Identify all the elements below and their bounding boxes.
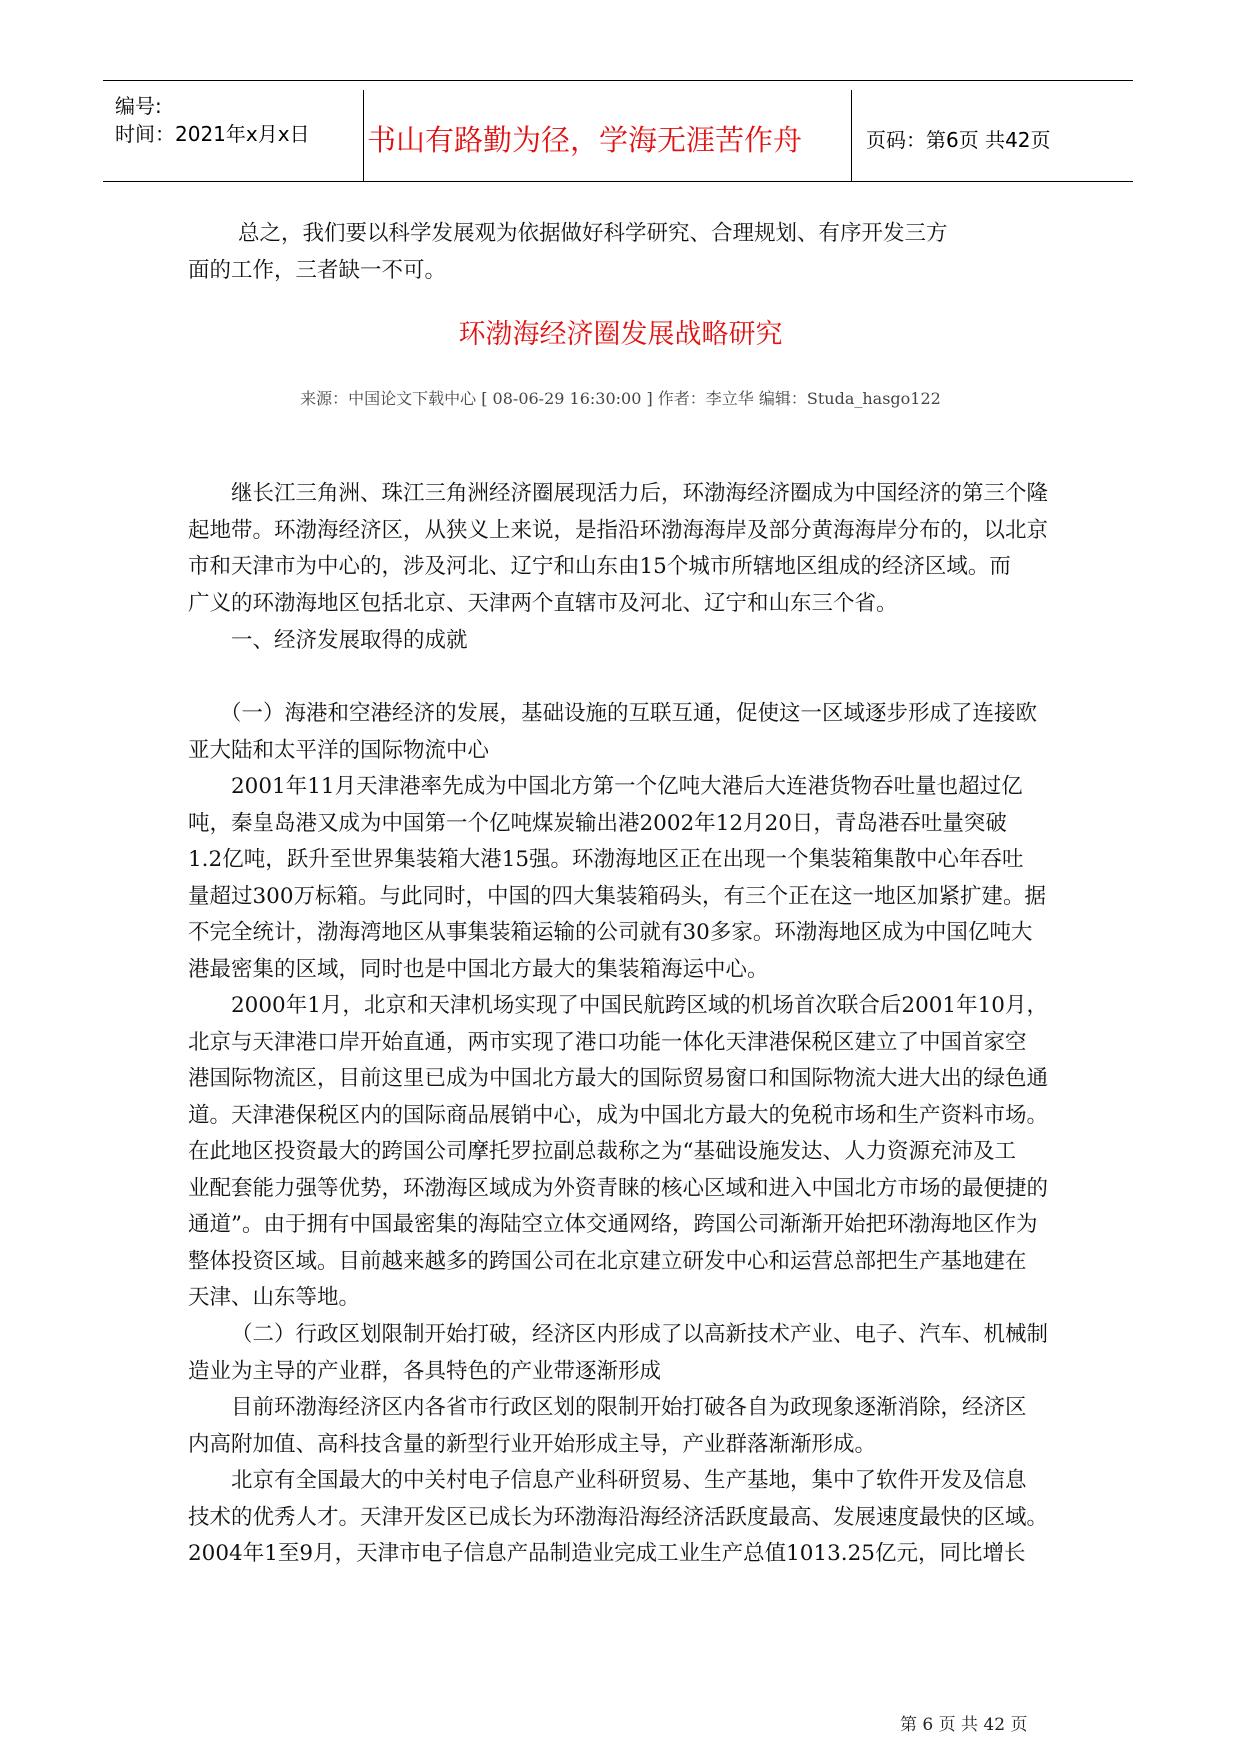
text-line: 技术的优秀人才。天津开发区已成长为环渤海沿海经济活跃度最高、发展速度最快的区域。 [188, 1504, 1049, 1530]
header-motto: 书山有路勤为径，学海无涯苦作舟 [367, 123, 803, 157]
text-line: 广义的环渤海地区包括北京、天津两个直辖市及河北、辽宁和山东三个省。 [188, 590, 898, 616]
text-line: 目前环渤海经济区内各省市行政区划的限制开始打破各自为政现象逐渐消除，经济区 [231, 1395, 1027, 1420]
text-line: 港国际物流区，目前这里已成为中国北方最大的国际贸易窗口和国际物流大进大出的绿色通 [188, 1066, 1049, 1091]
text-line: 天津、山东等地。 [188, 1285, 361, 1310]
text-line: 亚大陆和太平洋的国际物流中心 [188, 737, 490, 763]
text-line: （二）行政区划限制开始打破，经济区内形成了以高新技术产业、电子、汽车、机械制 [231, 1322, 1049, 1347]
subsection-heading [188, 1317, 1083, 1390]
text-line: 吨，秦皇岛港又成为中国第一个亿吨煤炭输出港2002年12月20日，青岛港吞吐量突破 [188, 810, 1007, 836]
text-line: 内高附加值、高科技含量的新型行业开始形成主导，产业群落渐渐形成。 [188, 1431, 877, 1457]
document-number-label: 编号: [115, 94, 162, 118]
text-line: 道。天津港保税区内的国际商品展销中心，成为中国北方最大的免税市场和生产资料市场。 [188, 1102, 1049, 1128]
text-line: 总之，我们要以科学发展观为依据做好科学研究、合理规划、有序开发三方 [238, 221, 948, 246]
text-line: 在此地区投资最大的跨国公司摩托罗拉副总裁称之为“基础设施发达、人力资源充沛及工 [188, 1139, 1016, 1164]
header-top-rule [103, 80, 1133, 81]
header-bottom-rule [103, 181, 1133, 182]
text-line: 2001年11月天津港率先成为中国北方第一个亿吨大港后大连港货物吞吐量也超过亿 [231, 774, 1023, 799]
header-page-label: 页码：第6页 共42页 [866, 128, 1051, 152]
text-line: 量超过300万标箱。与此同时，中国的四大集装箱码头，有三个正在这一地区加紧扩建。据 [188, 883, 1047, 909]
article-title: 环渤海经济圈发展战略研究 [458, 319, 783, 350]
text-line: 港最密集的区域，同时也是中国北方最大的集装箱海运中心。 [188, 956, 769, 982]
body-paragraph [188, 476, 1083, 622]
body-paragraph [188, 988, 1083, 1317]
article-source-line: 来源：中国论文下载中心 [ 08-06-29 16:30:00 ] 作者：李立华 编辑：Studa_hasgo122 [300, 389, 941, 408]
text-line: 一、经济发展取得的成就 [231, 628, 468, 653]
text-line: 不完全统计，渤海湾地区从事集装箱运输的公司就有30多家。环渤海地区成为中国亿吨大 [188, 920, 1033, 945]
text-line: 北京有全国最大的中关村电子信息产业科研贸易、生产基地，集中了软件开发及信息 [231, 1468, 1027, 1493]
text-line: 面的工作，三者缺一不可。 [188, 257, 447, 283]
text-line: （一）海港和空港经济的发展，基础设施的互联互通，促使这一区域逐步形成了连接欧 [220, 701, 1038, 726]
body-paragraph [188, 769, 1083, 988]
document-time-label: 时间：2021年x月x日 [115, 122, 310, 146]
text-line: 继长江三角洲、珠江三角洲经济圈展现活力后，环渤海经济圈成为中国经济的第三个隆 [231, 481, 1049, 506]
text-line: 1.2亿吨，跃升至世界集装箱大港15强。环渤海地区正在出现一个集装箱集散中心年吞吐 [188, 847, 1024, 872]
body-paragraph [188, 1463, 1083, 1573]
text-line: 起地带。环渤海经济区，从狭义上来说，是指沿环渤海海岸及部分黄海海岸分布的，以北京 [188, 517, 1049, 543]
text-line: 市和天津市为中心的，涉及河北、辽宁和山东由15个城市所辖地区组成的经济区域。而 [188, 554, 1011, 579]
text-line: 造业为主导的产业群，各具特色的产业带逐渐形成 [188, 1358, 662, 1384]
text-line: 2000年1月，北京和天津机场实现了中国民航跨区域的机场首次联合后2001年10月， [231, 993, 1048, 1018]
section-heading [188, 623, 1083, 660]
text-line: 2004年1至9月，天津市电子信息产品制造业完成工业生产总值1013.25亿元，同比增长 [188, 1541, 1026, 1566]
header-divider-right [851, 90, 852, 181]
text-line: 北京与天津港口岸开始直通，两市实现了港口功能一体化天津港保税区建立了中国首家空 [188, 1029, 1027, 1055]
page-footer: 第 6 页 共 42 页 [900, 1715, 1028, 1735]
text-line: 业配套能力强等优势，环渤海区域成为外资青睐的核心区域和进入中国北方市场的最便捷的 [188, 1175, 1049, 1201]
header-divider-left [363, 90, 364, 181]
body-paragraph [188, 1390, 1083, 1463]
text-line: 通道”。由于拥有中国最密集的海陆空立体交通网络，跨国公司渐渐开始把环渤海地区作为 [188, 1212, 1038, 1237]
subsection-heading [188, 696, 1083, 769]
intro-paragraph [188, 216, 1083, 289]
text-line: 整体投资区域。目前越来越多的跨国公司在北京建立研发中心和运营总部把生产基地建在 [188, 1248, 1027, 1274]
